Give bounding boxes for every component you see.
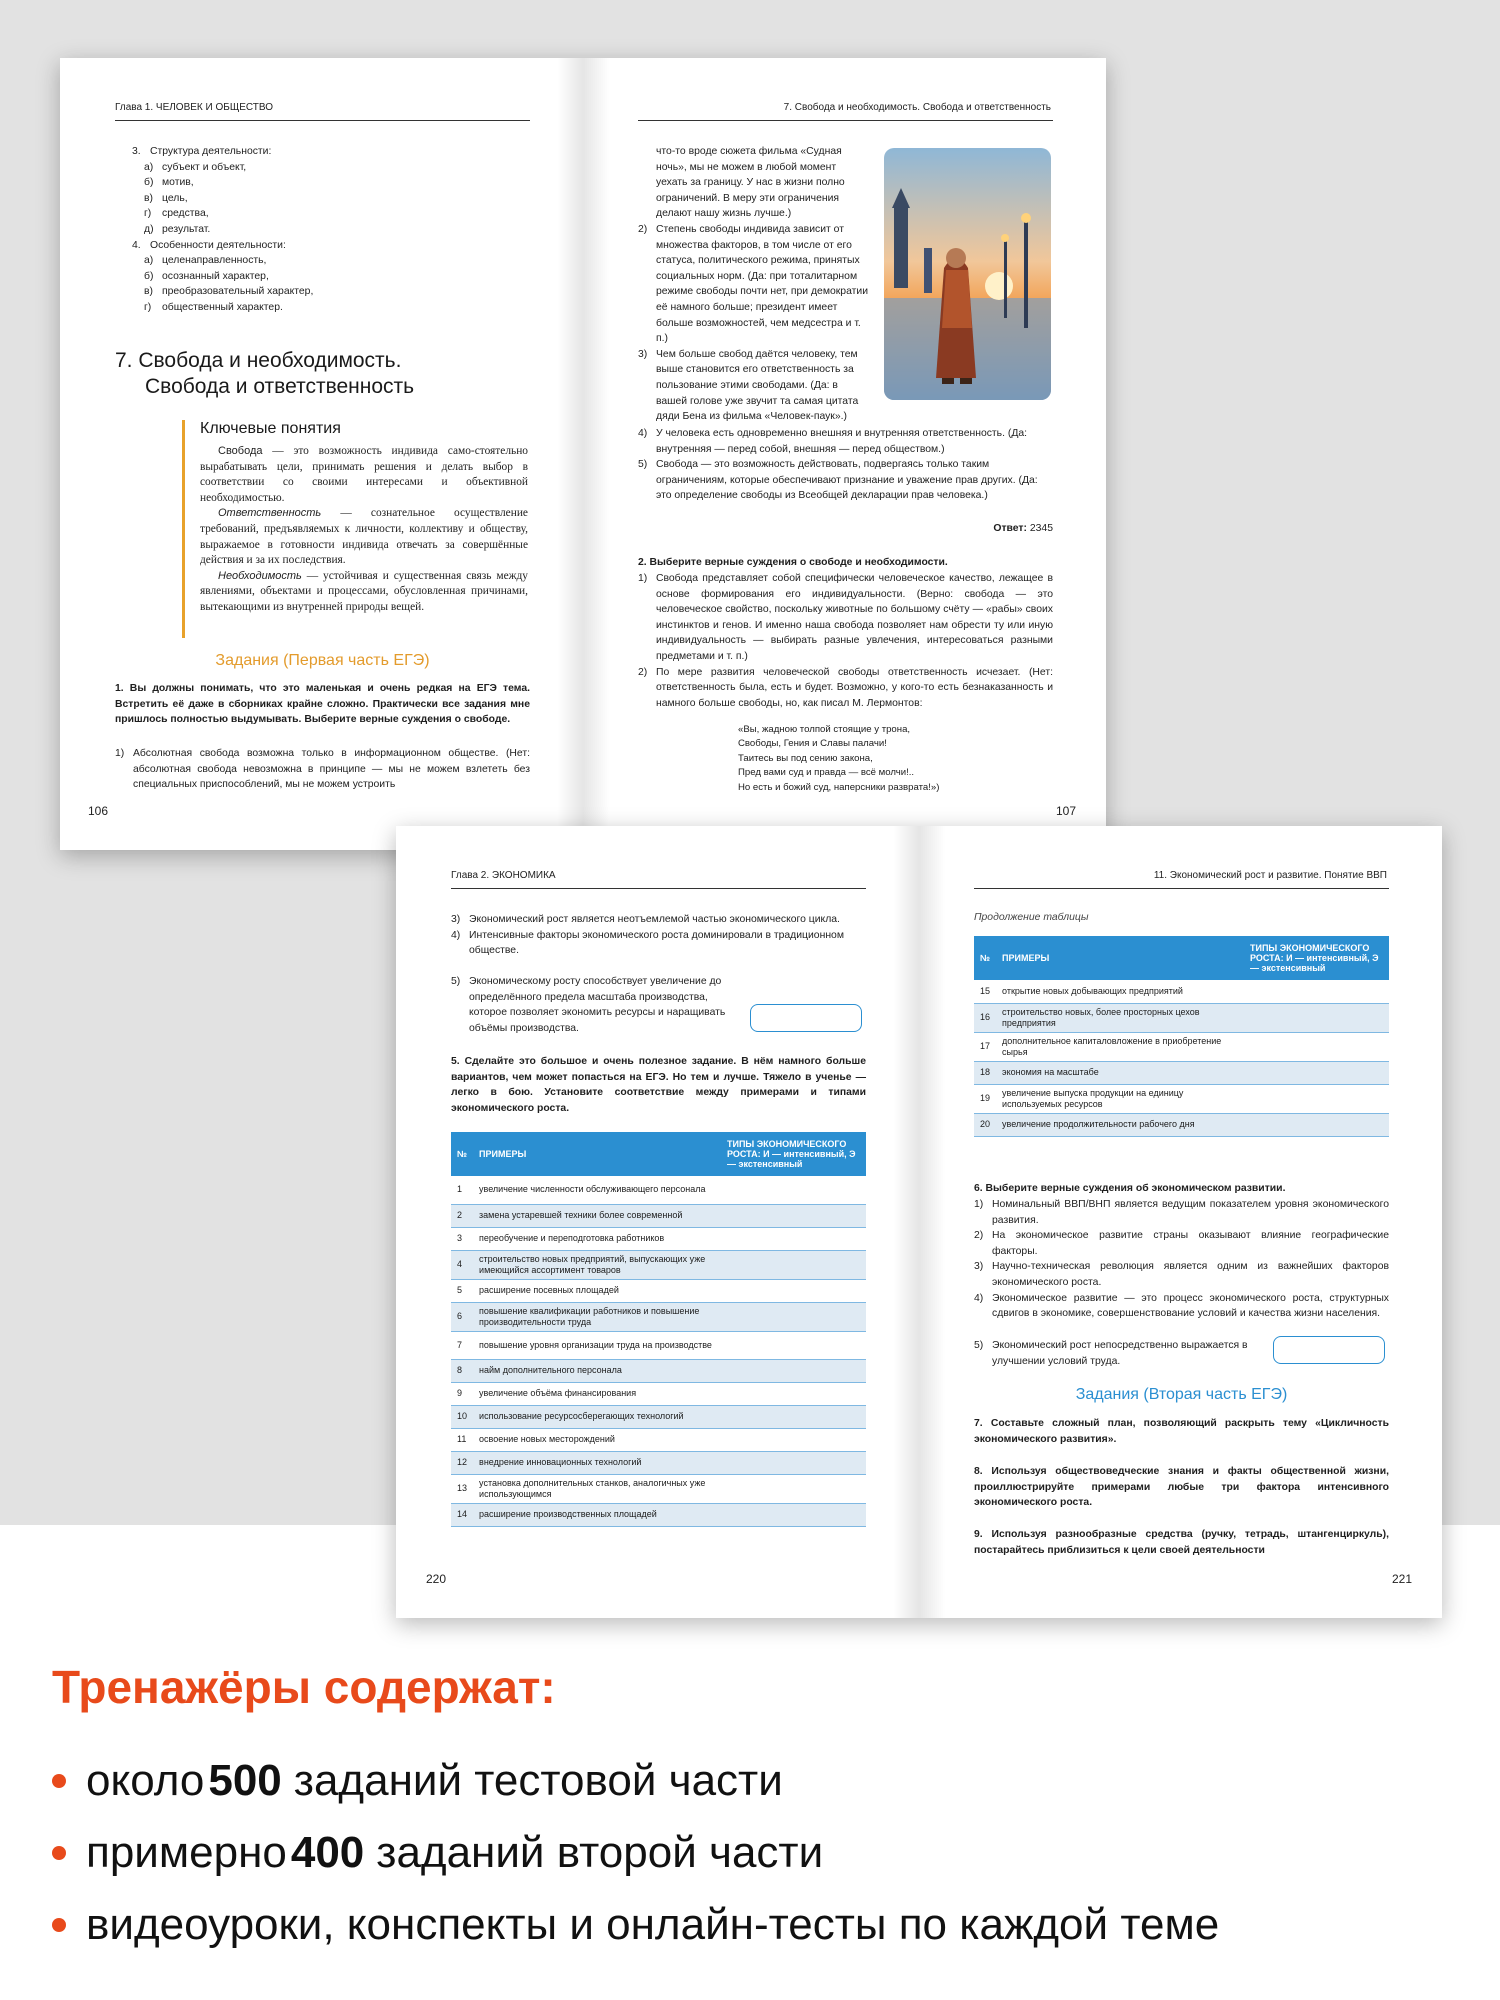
concept-freedom: Свобода — это возможность индивида само-стоятельно вырабатывать цели, принимать решения и делать выбор в соответствии со своими интересами и объективной необходимостью. xyxy=(200,445,528,504)
answer-item: 5) Свобода — это возможность действовать, подвергаясь только таким ограничениям, которые обеспечивают признание и уважение прав других. (Да: это определение свободы из Всеобщей декларации прав человека.) xyxy=(638,459,1038,502)
section-title: 7. Свобода и необходимость. Свобода и ответственность xyxy=(115,349,415,398)
table-row: 14 расширение производственных площадей xyxy=(451,1503,866,1526)
table-row: 7 повышение уровня организации труда на производстве xyxy=(451,1331,866,1359)
answer-items xyxy=(451,912,866,959)
bullet-icon xyxy=(52,1774,66,1788)
table-row: 13 установка дополнительных станков, аналогичных уже использующимся xyxy=(451,1474,866,1503)
promo-item: видеоуроки, конспекты и онлайн-тесты по каждой теме xyxy=(52,1889,1219,1961)
table-row: 15 открытие новых добывающих предприятий xyxy=(974,980,1389,1003)
table-row: 8 найм дополнительного персонала xyxy=(451,1359,866,1382)
outline-item: б) осознанный характер, xyxy=(144,270,269,282)
table-row: 3 переобучение и переподготовка работников xyxy=(451,1227,866,1250)
monk-illustration xyxy=(884,148,1051,400)
answer-item: 2) По мере развития человеческой свободы ответственность исчезает. (Нет: ответственность была, есть и будет. Возможно, у кого-то есть безнаказанность и намного больше свободы, но, как писал М. Лермонтов: xyxy=(638,666,1053,709)
outline-item: д) результат. xyxy=(144,223,211,235)
monk-photo xyxy=(884,148,1051,400)
answer-item: 5) Экономический рост непосредственно выражается в улучшении условий труда. xyxy=(974,1340,1248,1367)
task-6-items xyxy=(974,1197,1389,1322)
answer-line: Ответ: 2345 xyxy=(993,523,1053,534)
examples-table xyxy=(451,1132,866,1527)
answer-item: 4) Интенсивные факторы экономического роста доминировали в традиционном обществе. xyxy=(451,929,844,957)
table-row: 9 увеличение объёма финансирования xyxy=(451,1382,866,1405)
table-row: 4 строительство новых предприятий, выпускающих уже имеющийся ассортимент товаров xyxy=(451,1250,866,1279)
tasks-part1-heading: Задания (Первая часть ЕГЭ) xyxy=(215,652,430,669)
promo-list xyxy=(52,1745,1219,1961)
running-head-rule xyxy=(638,120,1053,121)
task-7: 7. Составьте сложный план, позволяющий раскрыть тему «Цикличность экономического развития». xyxy=(974,1418,1389,1445)
running-head-rule xyxy=(115,120,530,121)
answer-input-box[interactable] xyxy=(750,1004,862,1032)
page-number: 220 xyxy=(426,1572,447,1586)
running-head: Глава 1. ЧЕЛОВЕК И ОБЩЕСТВО xyxy=(115,102,273,113)
task-1-items xyxy=(638,222,869,425)
table-row: 6 повышение квалификации работников и повышение производительности труда xyxy=(451,1302,866,1331)
promo-item: примерно 400 заданий второй части xyxy=(52,1817,1219,1889)
promo-title: Тренажёры содержат: xyxy=(52,1661,556,1713)
answer-item: 4) Экономическое развитие — это процесс экономического роста, структурных сдвигов в экономике, совершенствование условий и качества жизни населения. xyxy=(974,1292,1389,1320)
task-9: 9. Используя разнообразные средства (ручку, тетрадь, штангенциркуль), постарайтесь приблизиться к цели своей деятельности xyxy=(974,1529,1389,1556)
outline-list xyxy=(132,144,512,316)
table-header: № ПРИМЕРЫ ТИПЫ ЭКОНОМИЧЕСКОГО РОСТА: И — интенсивный, Э — экстенсивный xyxy=(451,1132,866,1176)
answer-item: 4) У человека есть одновременно внешняя и внутренняя ответственность. (Да: внутренняя — перед собой, внешняя — перед обществом.) xyxy=(638,428,1028,455)
running-head: 11. Экономический рост и развитие. Понятие ВВП xyxy=(1153,870,1387,881)
table-row: 18 экономия на масштабе xyxy=(974,1061,1389,1084)
tasks-part2-heading: Задания (Вторая часть ЕГЭ) xyxy=(1075,1386,1288,1403)
answer-value: 2345 xyxy=(1029,523,1053,534)
answer-item: 5) Экономическому росту способствует увеличение до определённого предела масштаба производства, которое позволяет экономить ресурсы и наращивать объёмы производства. xyxy=(451,976,726,1034)
outline-item: 4. Особенности деятельности: xyxy=(132,239,286,251)
outline-item: г) средства, xyxy=(144,208,209,220)
outline-item: б) мотив, xyxy=(144,177,194,189)
task-6-prompt: 6. Выберите верные суждения об экономическом развитии. xyxy=(974,1183,1286,1194)
running-head: 7. Свобода и необходимость. Свобода и ответственность xyxy=(783,102,1051,113)
page-number: 221 xyxy=(1391,1572,1412,1586)
key-concepts-title: Ключевые понятия xyxy=(200,420,341,437)
page-106 xyxy=(60,58,583,850)
page-107 xyxy=(583,58,1106,850)
answer-input-box[interactable] xyxy=(1273,1336,1385,1364)
table-row: 17 дополнительное капиталовложение в приобретение сырья xyxy=(974,1032,1389,1061)
table-header: № ПРИМЕРЫ ТИПЫ ЭКОНОМИЧЕСКОГО РОСТА: И — интенсивный, Э — экстенсивный xyxy=(974,936,1389,980)
concept-necessity: Необходимость — устойчивая и существенная связь между явлениями, объектами и процессами, обусловленная причинами, вытекающими из внутренней природы вещей. xyxy=(200,569,528,613)
outline-item: а) субъект и объект, xyxy=(144,161,247,173)
task-1-prompt: 1. Вы должны понимать, что это маленькая и очень редкая на ЕГЭ тема. Встретить её даже в сборниках крайне сложно. Практически все задания мне пришлось полностью выдумывать. Выберите верные суждения о свободе. xyxy=(115,683,530,726)
answer-item: 3) Экономический рост является неотъемлемой частью экономического цикла. xyxy=(451,914,840,925)
answer-item: 2) На экономическое развитие страны оказывают влияние географические факторы. xyxy=(974,1230,1389,1257)
outline-item: г) общественный характер. xyxy=(144,301,283,313)
promo-item: около 500 заданий тестовой части xyxy=(52,1745,1219,1817)
table-row: 20 увеличение продолжительности рабочего дня xyxy=(974,1113,1389,1136)
running-head-rule xyxy=(451,888,866,889)
poem-quote: «Вы, жадною толпой стоящие у трона, Свободы, Гения и Славы палачи! Таитесь вы под сению закона, Пред вами суд и правда — всё молчи!.. Но есть и божий суд, наперсники разврата!») xyxy=(738,724,940,793)
page-number: 106 xyxy=(88,804,109,818)
answer-item: 3) Чем больше свобод даётся человеку, тем выше становится его ответственность за пользование этими свободами. (Да: в вашей голове уже звучит та самая цитата дяди Бена из фильма «Человек-паук».) xyxy=(638,348,859,423)
table-caption: Продолжение таблицы xyxy=(974,912,1089,923)
answer-item: 1) Свобода представляет собой специфически человеческое качество, лежащее в основе формирования его индивидуальности. (Верно: свобода — это человеческое свойство, поскольку животные по большому счёту — «рабы» своих инстинктов и генов. И именно наша свобода позволяет нам обрести ту или иную индивидуальность — выбирать разные увлечения, интересоваться разными предметами и т. п.) xyxy=(638,573,1053,662)
task-2-items xyxy=(638,571,1053,711)
task-8: 8. Используя обществоведческие знания и факты общественной жизни, проиллюстрируйте примерами любые три фактора интенсивного экономического роста. xyxy=(974,1466,1389,1509)
table-row: 2 замена устаревшей техники более современной xyxy=(451,1204,866,1227)
task-1-item: 1) Абсолютная свобода возможна только в информационном обществе. (Нет: абсолютная свобода невозможна в принципе — мы не можем взлететь без специальных приспособлений, мы не можем устроить xyxy=(115,748,530,791)
page-220 xyxy=(396,826,919,1618)
answer-item: 1) Номинальный ВВП/ВНП является ведущим показателем уровня экономического развития. xyxy=(974,1199,1389,1226)
running-head-rule xyxy=(974,888,1389,889)
page-number: 107 xyxy=(1055,804,1076,818)
examples-table-continued xyxy=(974,936,1389,1137)
bullet-icon xyxy=(52,1918,66,1932)
table-row: 12 внедрение инновационных технологий xyxy=(451,1451,866,1474)
outline-item: 3. Структура деятельности: xyxy=(132,146,272,157)
table-row: 16 строительство новых, более просторных цехов предприятия xyxy=(974,1003,1389,1032)
running-head: Глава 2. ЭКОНОМИКА xyxy=(451,870,556,881)
concept-responsibility: Ответственность — сознательное осуществление требований, предъявляемых к личности, коллективу и обществу, выражаемое в готовности индивида отвечать за совершённые действия и за их последствия. xyxy=(200,507,528,567)
table-row: 11 освоение новых месторождений xyxy=(451,1428,866,1451)
outline-item: в) цель, xyxy=(144,192,188,204)
key-concepts-body xyxy=(200,444,528,616)
answer-item: 3) Научно-техническая революция является одним из важнейших факторов экономического роста. xyxy=(974,1261,1389,1288)
task-1-items-wide xyxy=(638,426,1053,504)
key-concepts-accent-bar xyxy=(182,420,185,638)
table-row: 5 расширение посевных площадей xyxy=(451,1279,866,1302)
task-2-prompt: 2. Выберите верные суждения о свободе и необходимости. xyxy=(638,557,948,568)
outline-item: в) преобразовательный характер, xyxy=(144,286,314,298)
page-221 xyxy=(919,826,1442,1618)
table-row: 19 увеличение выпуска продукции на единицу используемых ресурсов xyxy=(974,1084,1389,1113)
table-row: 1 увеличение численности обслуживающего персонала xyxy=(451,1176,866,1204)
task-5-prompt: 5. Сделайте это большое и очень полезное задание. В нём намного больше вариантов, чем может попасться на ЕГЭ. Но тем и лучше. Тяжело в ученье — легко в бою. Установите соответствие между примерами и типами экономического роста. xyxy=(451,1056,866,1114)
intro-text: что-то вроде сюжета фильма «Судная ночь», мы не можем в любой момент уехать за границу. У нас в жизни полно ограничений. В меру эти ограничения делают нашу жизнь лучше.) xyxy=(656,146,845,220)
table-row: 10 использование ресурсосберегающих технологий xyxy=(451,1405,866,1428)
outline-item: а) целенаправленность, xyxy=(144,255,267,267)
answer-item: 2) Степень свободы индивида зависит от множества факторов, в том числе от его статуса, политического режима, принятых социальных норм. (Да: при тоталитарном режиме свободы почти нет, при демократии её намного больше; президент имеет больше возможностей, чем медсестра и т. п.) xyxy=(638,224,868,345)
bullet-icon xyxy=(52,1846,66,1860)
